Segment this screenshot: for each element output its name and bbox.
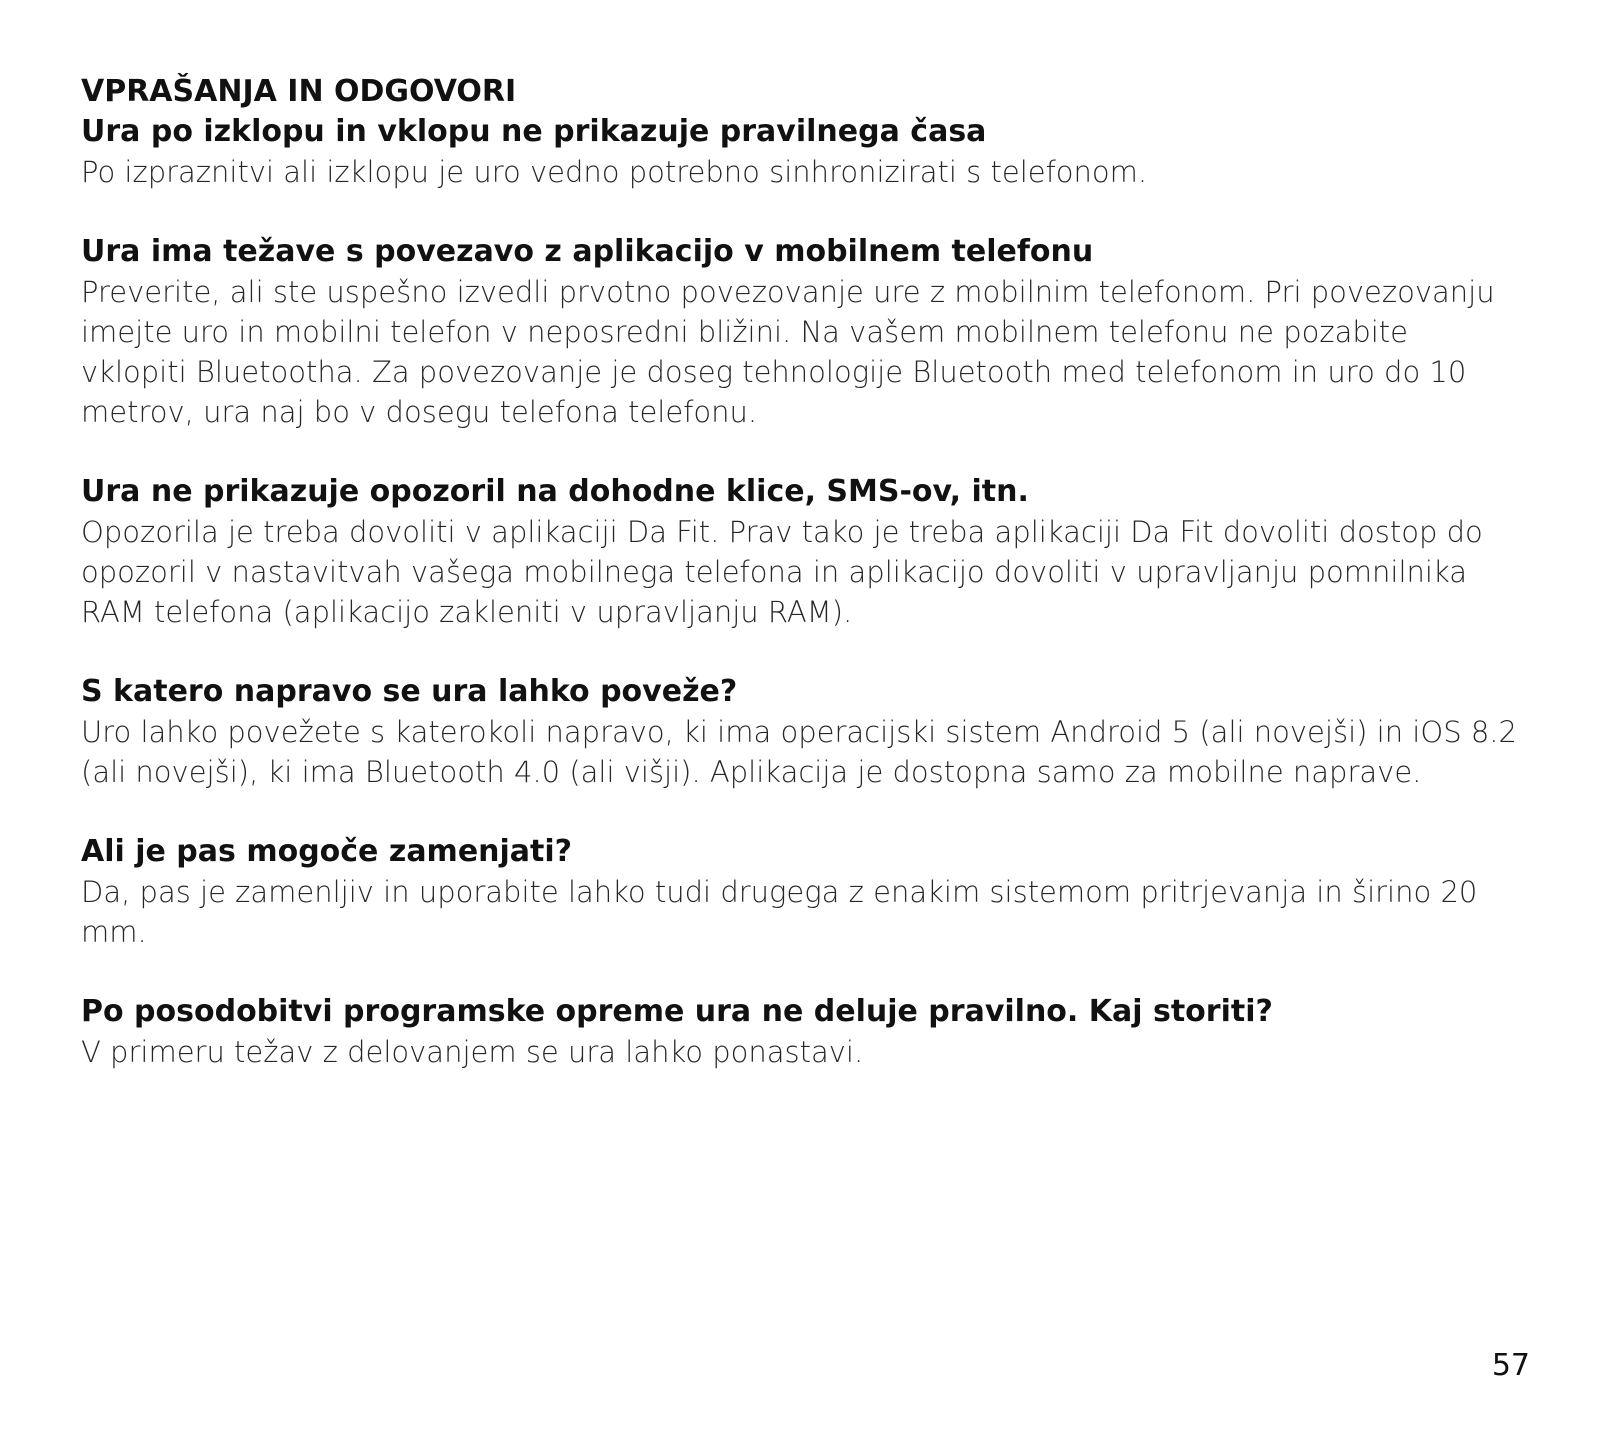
- answer-text: Preverite, ali ste uspešno izvedli prvotno povezovanje ure z mobilnim telefonom. Pri povezovanju imejte uro in mobilni telefon v neposredni bližini. Na vašem mobilnem telefonu ne pozabite vklopiti Bluetootha. Za povezovanje je doseg tehnologije Bluetooth med telefonom in uro do 10 metrov, ura naj bo v dosegu telefona telefonu.: [81, 275, 1495, 429]
- question-heading: S katero napravo se ura lahko poveže?: [81, 674, 738, 709]
- question-heading: Ura ima težave s povezavo z aplikacijo v mobilnem telefonu: [81, 234, 1094, 269]
- faq-page: [81, 72, 1521, 1112]
- answer-text: Da, pas je zamenljiv in uporabite lahko tudi drugega z enakim sistemom pritrjevanja in širino 20 mm.: [81, 875, 1478, 949]
- answer-text: Po izpraznitvi ali izklopu je uro vedno potrebno sinhronizirati s telefonom.: [81, 155, 1148, 189]
- qa-item: [81, 472, 1521, 632]
- question-heading: Ura po izklopu in vklopu ne prikazuje pravilnega časa: [81, 114, 987, 149]
- page-number: 57: [1491, 1348, 1530, 1383]
- answer-text: Opozorila je treba dovoliti v aplikaciji Da Fit. Prav tako je treba aplikaciji Da Fit dovoliti dostop do opozoril v nastavitvah vašega mobilnega telefona in aplikacijo dovoliti v upravljanju pomnilnika RAM telefona (aplikacijo zakleniti v upravljanju RAM).: [81, 515, 1483, 629]
- qa-item: [81, 112, 1521, 192]
- section-title: VPRAŠANJA IN ODGOVORI: [81, 74, 517, 109]
- qa-item: [81, 672, 1521, 792]
- answer-text: V primeru težav z delovanjem se ura lahko ponastavi.: [81, 1035, 864, 1069]
- qa-item: [81, 232, 1521, 432]
- answer-text: Uro lahko povežete s katerokoli napravo, ki ima operacijski sistem Android 5 (ali novejši) in iOS 8.2 (ali novejši), ki ima Bluetooth 4.0 (ali višji). Aplikacija je dostopna samo za mobilne naprave.: [81, 715, 1517, 789]
- question-heading: Ura ne prikazuje opozoril na dohodne klice, SMS-ov, itn.: [81, 474, 1029, 509]
- qa-item: [81, 992, 1521, 1072]
- qa-item: [81, 832, 1521, 952]
- question-heading: Po posodobitvi programske opreme ura ne deluje pravilno. Kaj storiti?: [81, 994, 1273, 1029]
- question-heading: Ali je pas mogoče zamenjati?: [81, 834, 573, 869]
